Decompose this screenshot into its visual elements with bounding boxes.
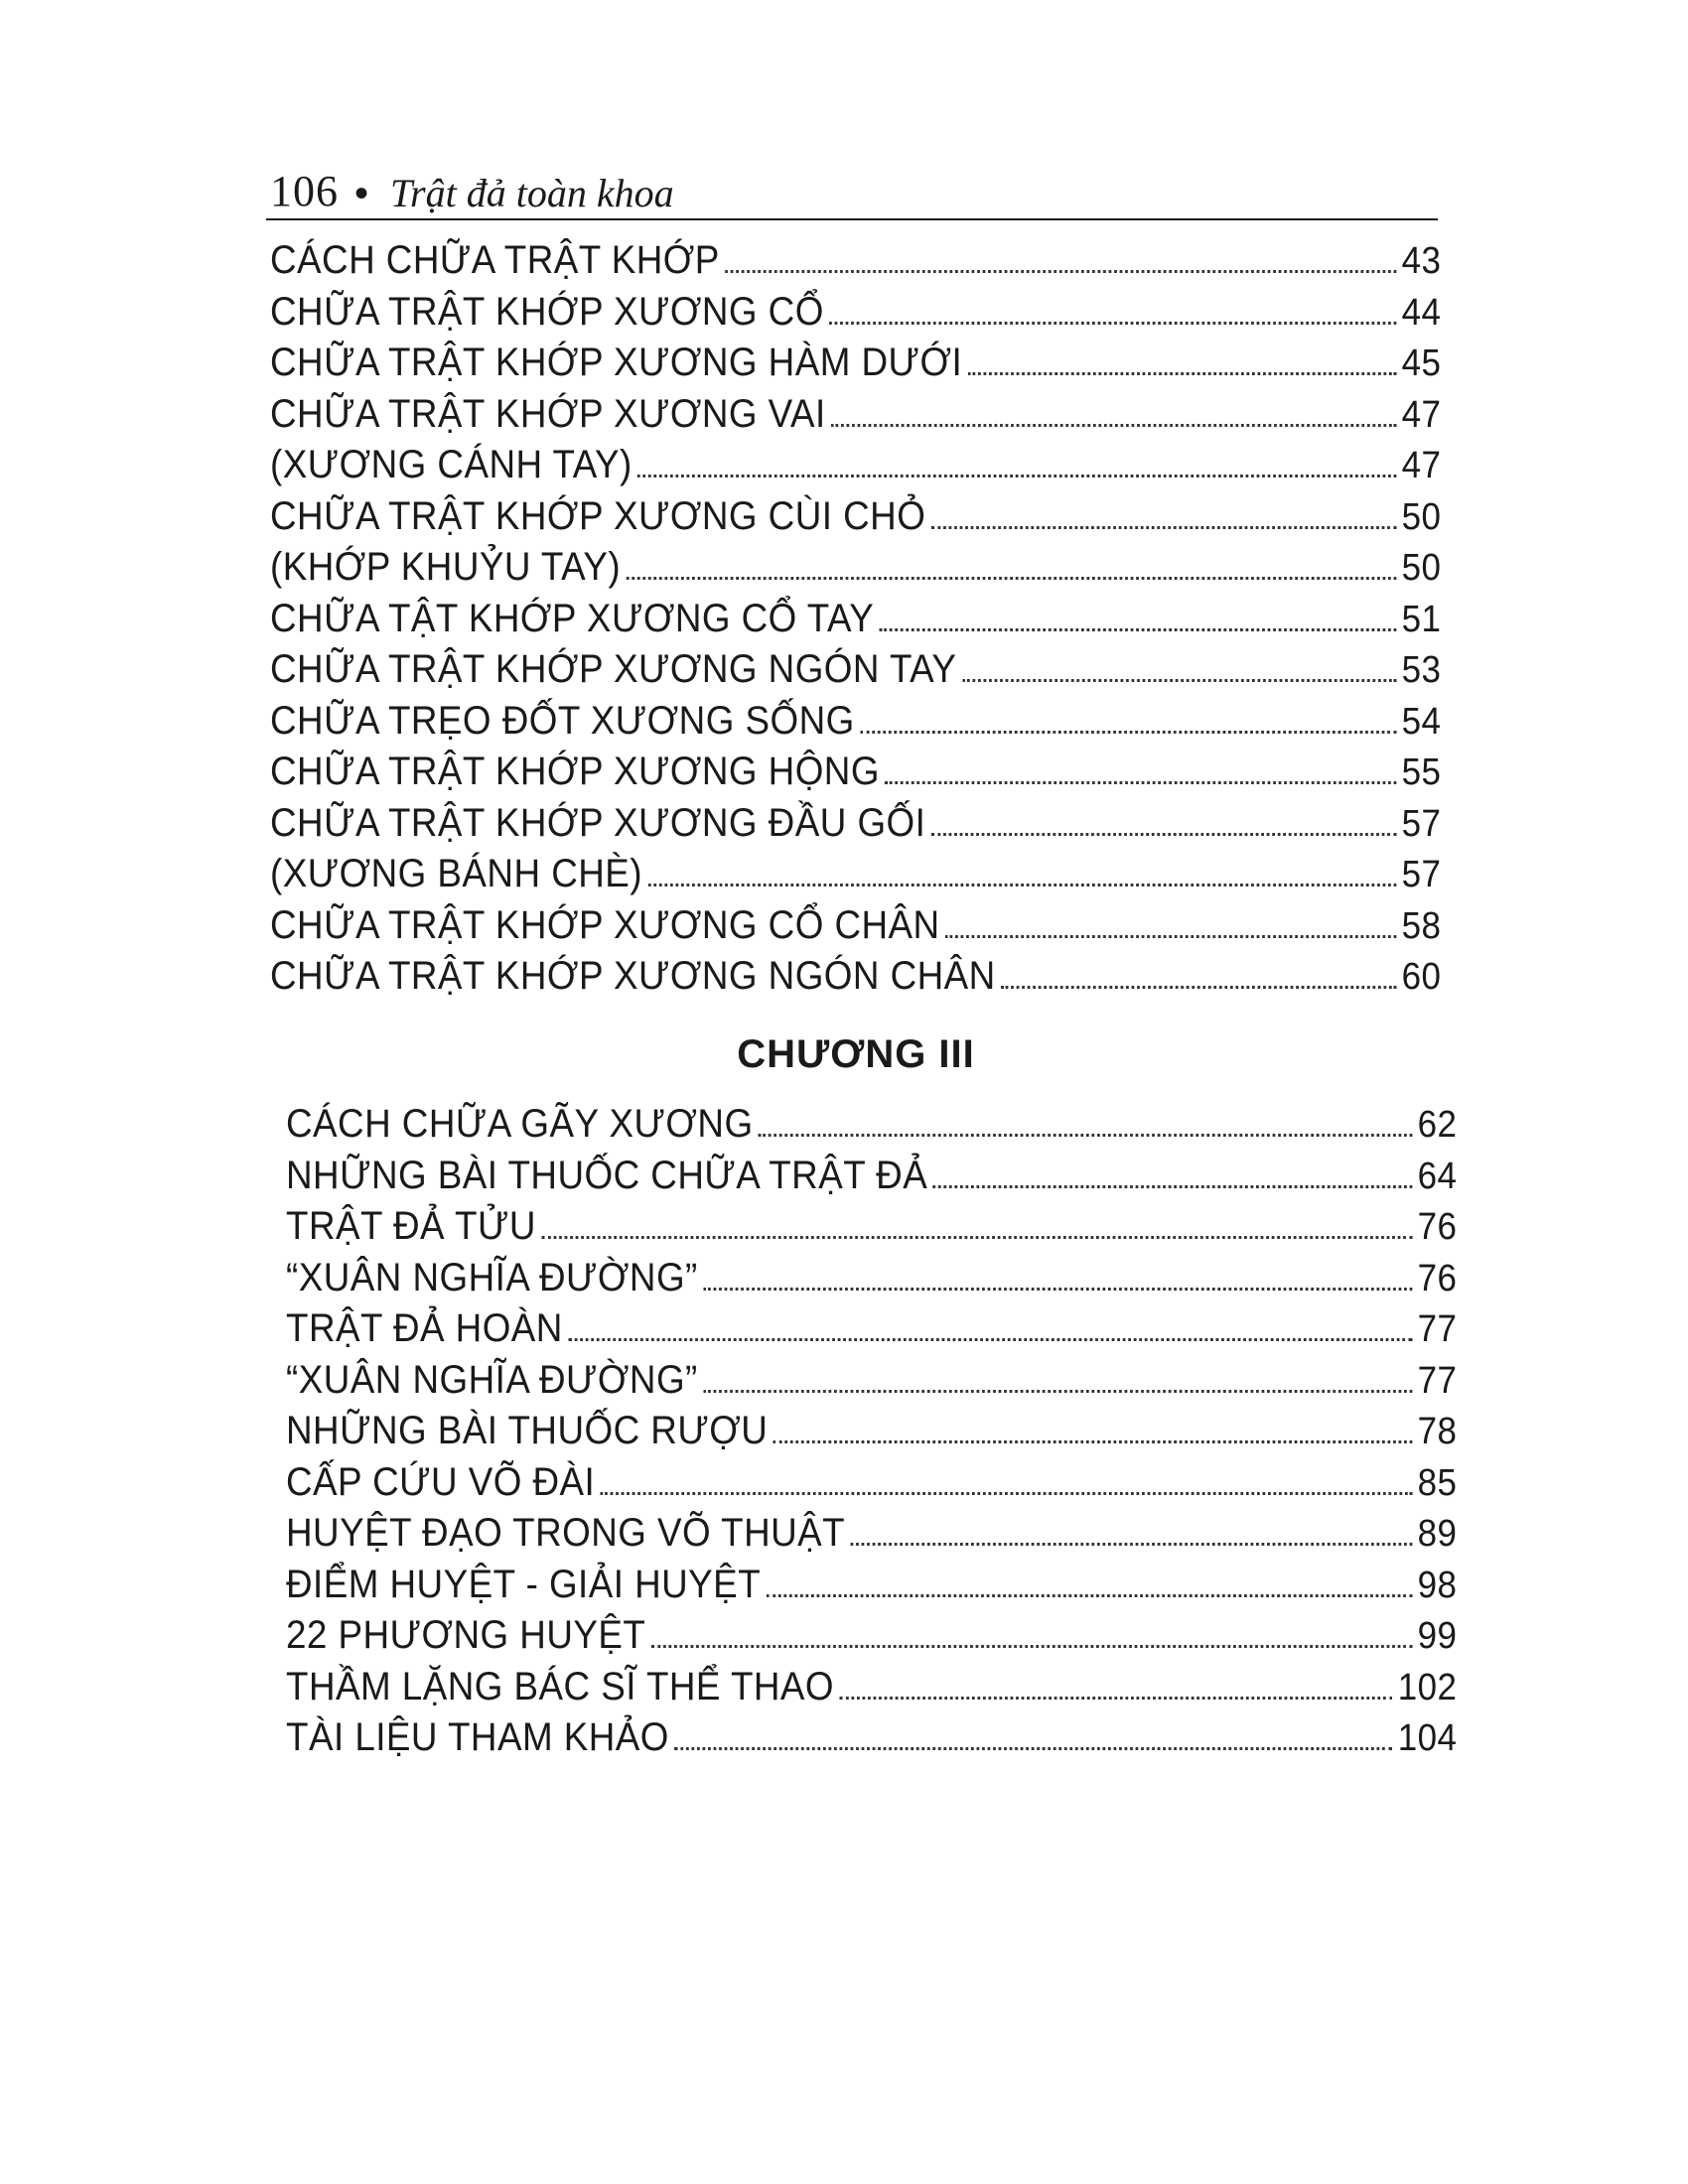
toc-entry-page: 51 xyxy=(1401,598,1442,640)
dot-leader xyxy=(568,1338,1412,1341)
dot-leader xyxy=(767,1594,1412,1597)
dot-leader xyxy=(931,526,1396,529)
toc-entry-page: 47 xyxy=(1401,445,1442,486)
toc-entry xyxy=(286,1358,1457,1410)
toc-entry-title: THẦM LẶNG BÁC SĨ THỂ THAO xyxy=(286,1664,835,1708)
toc-entry xyxy=(270,597,1441,648)
dot-leader xyxy=(831,424,1396,427)
toc-entry xyxy=(270,392,1441,444)
toc-entry-page: 77 xyxy=(1417,1308,1458,1350)
dot-leader xyxy=(933,1185,1412,1188)
dot-leader xyxy=(962,679,1396,682)
toc-entry-page: 45 xyxy=(1401,342,1442,384)
toc-entry-title: CÁCH CHỮA TRẬT KHỚP xyxy=(270,238,720,282)
toc-entry-title: CÁCH CHỮA GÃY XƯƠNG xyxy=(286,1102,754,1146)
toc-entry-title: TÀI LIỆU THAM KHẢO xyxy=(286,1715,669,1759)
toc-entry-title: ĐIỂM HUYỆT - GIẢI HUYỆT xyxy=(286,1562,762,1606)
dot-leader xyxy=(774,1440,1412,1443)
toc-entry-title: CHỮA TRẬT KHỚP XƯƠNG HỘNG xyxy=(270,750,880,793)
dot-leader xyxy=(759,1134,1412,1137)
toc-entry-page: 55 xyxy=(1401,751,1442,793)
toc-entry-page: 77 xyxy=(1417,1359,1458,1402)
toc-entry-page: 104 xyxy=(1397,1717,1458,1759)
toc-entry xyxy=(270,443,1441,494)
dot-leader xyxy=(945,935,1396,938)
toc-entry-page: 44 xyxy=(1401,291,1442,334)
toc-entry-title: CHỮA TRẬT KHỚP XƯƠNG ĐẦU GỐI xyxy=(270,800,926,845)
toc-entry-page: 47 xyxy=(1401,393,1442,436)
toc-entry-page: 58 xyxy=(1401,904,1442,947)
toc-entry xyxy=(270,903,1441,955)
dot-leader xyxy=(703,1390,1412,1393)
toc-entry xyxy=(270,699,1441,751)
dot-leader xyxy=(860,731,1396,734)
toc-entry xyxy=(286,1613,1457,1665)
dot-leader xyxy=(829,322,1396,325)
toc-entry-page: 78 xyxy=(1417,1411,1458,1452)
book-title: Trật đả toàn khoa xyxy=(390,171,674,215)
toc-entry-title: “XUÂN NGHĨA ĐƯỜNG” xyxy=(286,1357,698,1402)
toc-entry-page: 98 xyxy=(1417,1564,1458,1606)
dot-leader xyxy=(880,628,1396,631)
dot-leader xyxy=(637,475,1396,478)
toc-entry-title: CHỮA TRẬT KHỚP XƯƠNG NGÓN TAY xyxy=(270,647,957,691)
toc-entry-title: TRẬT ĐẢ TỬU xyxy=(286,1204,536,1248)
toc-entry-page: 60 xyxy=(1401,956,1442,998)
toc-entry-title: CHỮA TRẸO ĐỐT XƯƠNG SỐNG xyxy=(270,698,855,743)
toc-entry xyxy=(286,1154,1457,1205)
dot-leader xyxy=(674,1747,1392,1750)
toc-section-chapter-3 xyxy=(286,1102,1458,1767)
header-rule xyxy=(266,218,1438,220)
toc-entry-title: (XƯƠNG CÁNH TAY) xyxy=(270,443,633,486)
toc-entry xyxy=(286,1511,1457,1563)
toc-entry xyxy=(270,852,1441,903)
dot-leader xyxy=(601,1492,1412,1495)
toc-entry-title: CHỮA TRẬT KHỚP XƯƠNG HÀM DƯỚI xyxy=(270,341,963,384)
toc-entry-page: 57 xyxy=(1401,854,1442,895)
toc-entry-title: CHỮA TRẬT KHỚP XƯƠNG CÙI CHỎ xyxy=(270,493,926,538)
toc-entry xyxy=(286,1409,1457,1460)
toc-entry xyxy=(270,801,1441,853)
toc-entry xyxy=(270,750,1441,801)
dot-leader xyxy=(703,1288,1412,1291)
toc-entry-title: (XƯƠNG BÁNH CHÈ) xyxy=(270,852,642,895)
toc-entry xyxy=(270,545,1441,597)
toc-entry-page: 99 xyxy=(1417,1615,1458,1657)
toc-entry-title: (KHỚP KHUỶU TAY) xyxy=(270,545,622,589)
toc-entry-page: 102 xyxy=(1397,1666,1458,1708)
chapter-heading: CHƯƠNG III xyxy=(737,1032,975,1076)
toc-entry xyxy=(270,290,1441,341)
toc-entry-page: 85 xyxy=(1417,1461,1458,1504)
toc-entry-page: 76 xyxy=(1417,1257,1458,1299)
toc-entry xyxy=(286,1102,1457,1154)
toc-entry-page: 50 xyxy=(1401,495,1442,538)
toc-entry-title: HUYỆT ĐẠO TRONG VÕ THUẬT xyxy=(286,1511,846,1555)
toc-entry-title: NHỮNG BÀI THUỐC CHỮA TRẬT ĐẢ xyxy=(286,1153,928,1197)
dot-leader xyxy=(648,884,1397,887)
toc-entry xyxy=(286,1665,1457,1716)
running-head xyxy=(270,147,1442,216)
toc-entry xyxy=(270,954,1441,1006)
toc-entry-page: 57 xyxy=(1401,802,1442,845)
toc-entry-page: 89 xyxy=(1417,1513,1458,1555)
toc-entry-page: 50 xyxy=(1401,547,1442,589)
dot-leader xyxy=(885,781,1396,784)
dot-leader xyxy=(931,833,1396,836)
toc-entry xyxy=(286,1256,1457,1307)
toc-entry-page: 76 xyxy=(1417,1206,1458,1248)
dot-leader xyxy=(627,577,1396,580)
toc-entry xyxy=(286,1460,1457,1512)
toc-entry-title: CHỮA TRẬT KHỚP XƯƠNG CỔ xyxy=(270,289,824,334)
toc-entry-title: 22 PHƯƠNG HUYỆT xyxy=(286,1613,646,1657)
toc-entry-page: 53 xyxy=(1401,649,1442,691)
dot-leader xyxy=(968,372,1396,375)
toc-entry xyxy=(270,341,1441,392)
toc-entry xyxy=(286,1563,1457,1614)
toc-section-chapter-2 xyxy=(270,238,1442,1006)
dot-leader xyxy=(725,270,1396,273)
toc-entry xyxy=(286,1715,1457,1767)
dot-leader xyxy=(840,1697,1393,1700)
toc-entry-page: 54 xyxy=(1401,700,1442,743)
dot-leader xyxy=(651,1645,1412,1648)
dot-leader xyxy=(851,1543,1412,1546)
toc-entry xyxy=(286,1306,1457,1358)
toc-entry-title: “XUÂN NGHĨA ĐƯỜNG” xyxy=(286,1255,698,1299)
toc-entry-title: CHỮA TRẬT KHỚP XƯƠNG CỔ CHÂN xyxy=(270,902,940,947)
toc-entry xyxy=(270,238,1441,290)
toc-entry xyxy=(270,494,1441,546)
toc-entry-page: 62 xyxy=(1417,1104,1458,1146)
toc-entry-title: CẤP CỨU VÕ ĐÀI xyxy=(286,1459,596,1504)
toc-entry xyxy=(286,1204,1457,1256)
toc-entry-page: 64 xyxy=(1417,1155,1458,1197)
toc-entry-page: 43 xyxy=(1401,240,1442,282)
toc-entry-title: CHỮA TRẬT KHỚP XƯƠNG VAI xyxy=(270,391,826,436)
bullet-separator: • xyxy=(354,171,369,215)
dot-leader xyxy=(541,1236,1412,1239)
toc-entry-title: TRẬT ĐẢ HOÀN xyxy=(286,1306,563,1350)
toc-entry-title: CHỮA TRẬT KHỚP XƯƠNG NGÓN CHÂN xyxy=(270,954,996,998)
page-number: 106 xyxy=(270,167,339,215)
dot-leader xyxy=(1001,986,1396,989)
toc-entry xyxy=(270,647,1441,699)
toc-entry-title: NHỮNG BÀI THUỐC RƯỢU xyxy=(286,1409,769,1452)
toc-entry-title: CHỮA TẬT KHỚP XƯƠNG CỔ TAY xyxy=(270,596,875,640)
